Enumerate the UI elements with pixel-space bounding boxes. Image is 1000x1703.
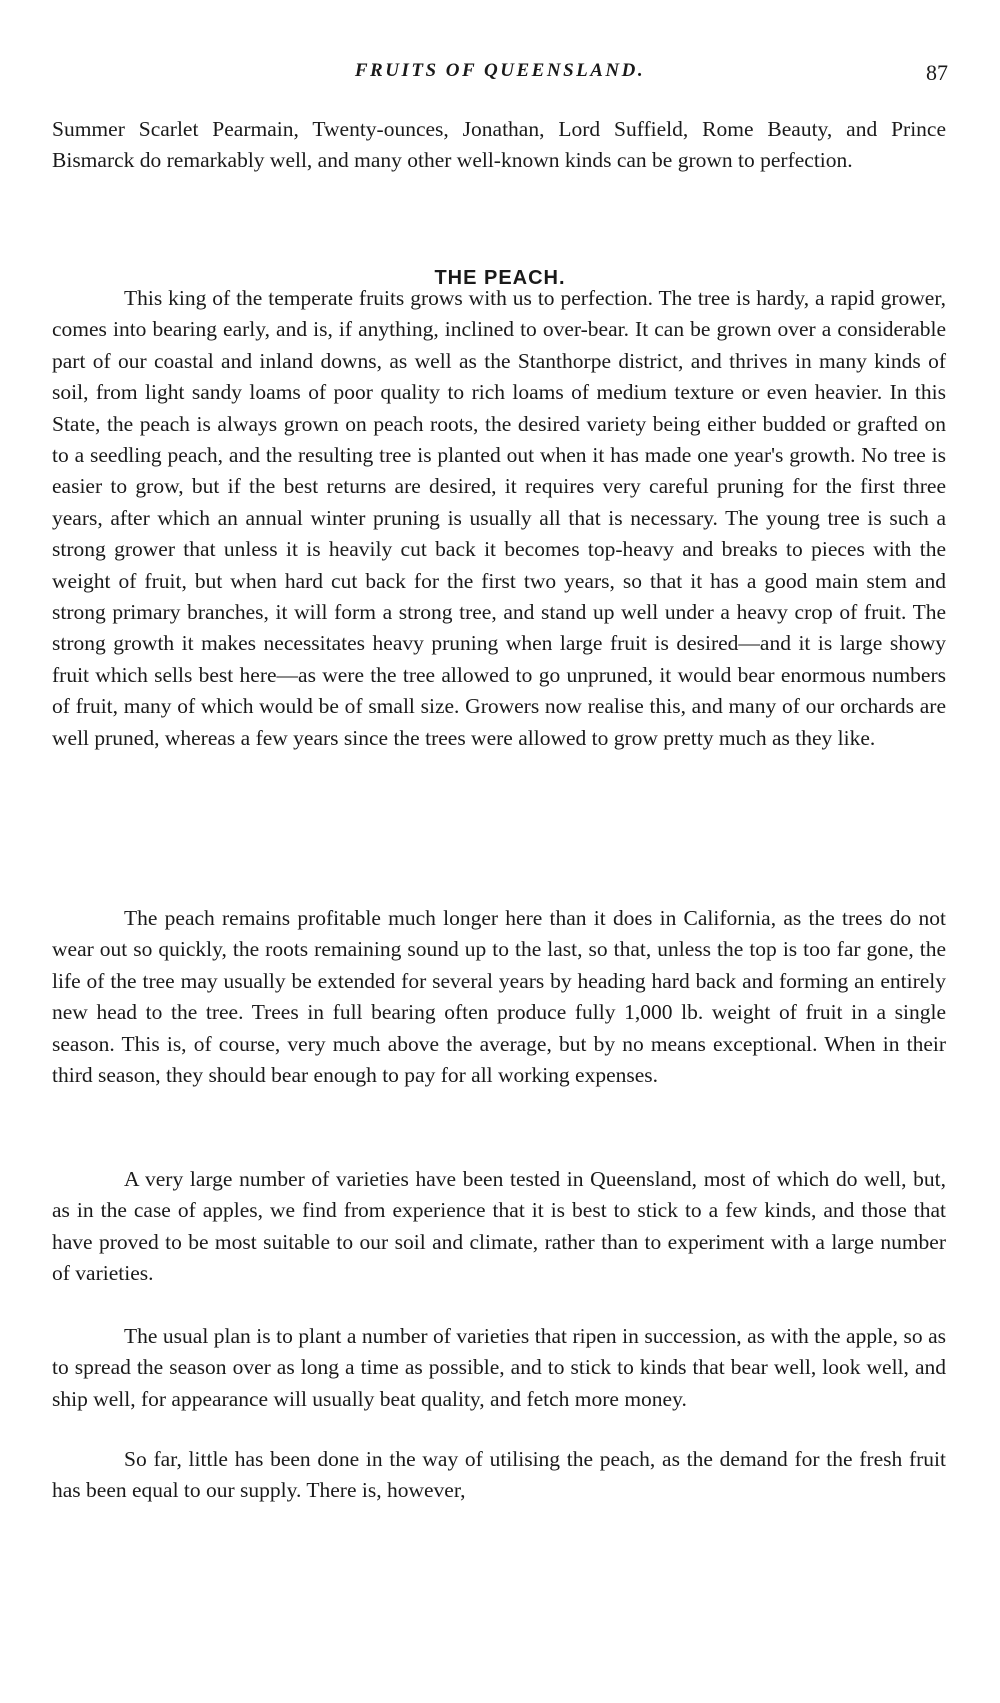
peach-paragraph-1	[52, 283, 946, 754]
paragraph-text: The peach remains profitable much longer here than it does in California, as the trees do not wear out so quickly, the roots remaining sound up to the last, so that, unless the top is too far gone, the life of the tree may usually be extended for several years by heading hard back and forming an entirely new head to the tree. Trees in full bearing often produce fully 1,000 lb. weight of fruit in a single season. This is, of course, very much above the average, but by no means exceptional. When in their third season, they should bear enough to pay for all working expenses.	[52, 906, 946, 1088]
paragraph-text: A very large number of varieties have been tested in Queensland, most of which do well, but, as in the case of apples, we find from experience that it is best to stick to a few kinds, and those that have proved to be most suitable to our soil and climate, rather than to experiment with a large number of varieties.	[52, 1167, 946, 1286]
paragraph-text: So far, little has been done in the way of utilising the peach, as the demand for the fresh fruit has been equal to our supply. There is, however,	[52, 1447, 946, 1503]
peach-paragraph-4	[52, 1321, 946, 1415]
section-heading: THE PEACH.	[434, 267, 566, 289]
peach-paragraph-5	[52, 1444, 946, 1507]
running-head	[0, 60, 1000, 90]
continuation-text: Summer Scarlet Pearmain, Twenty-ounces, Jonathan, Lord Suffield, Rome Beauty, and Prince Bismarck do remarkably well, and many other well-known kinds can be grown to perfection.	[52, 117, 946, 173]
peach-paragraph-2	[52, 903, 946, 1091]
continuation-paragraph	[52, 114, 946, 177]
page-number: 87	[926, 60, 948, 85]
running-title: FRUITS OF QUEENSLAND.	[354, 60, 646, 81]
paragraph-text: The usual plan is to plant a number of varieties that ripen in succession, as with the apple, so as to spread the season over as long a time as possible, and to stick to kinds that bear well, look well, and ship well, for appearance will usually beat quality, and fetch more money.	[52, 1324, 946, 1411]
peach-paragraph-3	[52, 1164, 946, 1290]
paragraph-text: This king of the temperate fruits grows with us to perfection. The tree is hardy, a rapid grower, comes into bearing early, and is, if anything, inclined to over-bear. It can be grown over a considerable part of our coastal and inland downs, as well as the Stanthorpe district, and thrives in many kinds of soil, from light sandy loams of poor quality to rich loams of medium texture or even heavier. In this State, the peach is always grown on peach roots, the desired variety being either budded or grafted on to a seedling peach, and the resulting tree is planted out when it has made one year's growth. No tree is easier to grow, but if the best returns are desired, it requires very careful pruning for the first three years, after which an annual winter pruning is usually all that is necessary. The young tree is such a strong grower that unless it is heavily cut back it becomes top-heavy and breaks to pieces with the weight of fruit, but when hard cut back for the first two years, so that it has a good main stem and strong primary branches, it will form a strong tree, and stand up well under a heavy crop of fruit. The strong growth it makes necessitates heavy pruning when large fruit is desired—and it is large showy fruit which sells best here—as were the tree allowed to go unpruned, it would bear enormous numbers of fruit, many of which would be of small size. Growers now realise this, and many of our orchards are well pruned, whereas a few years since the trees were allowed to grow pretty much as they like.	[52, 286, 946, 750]
